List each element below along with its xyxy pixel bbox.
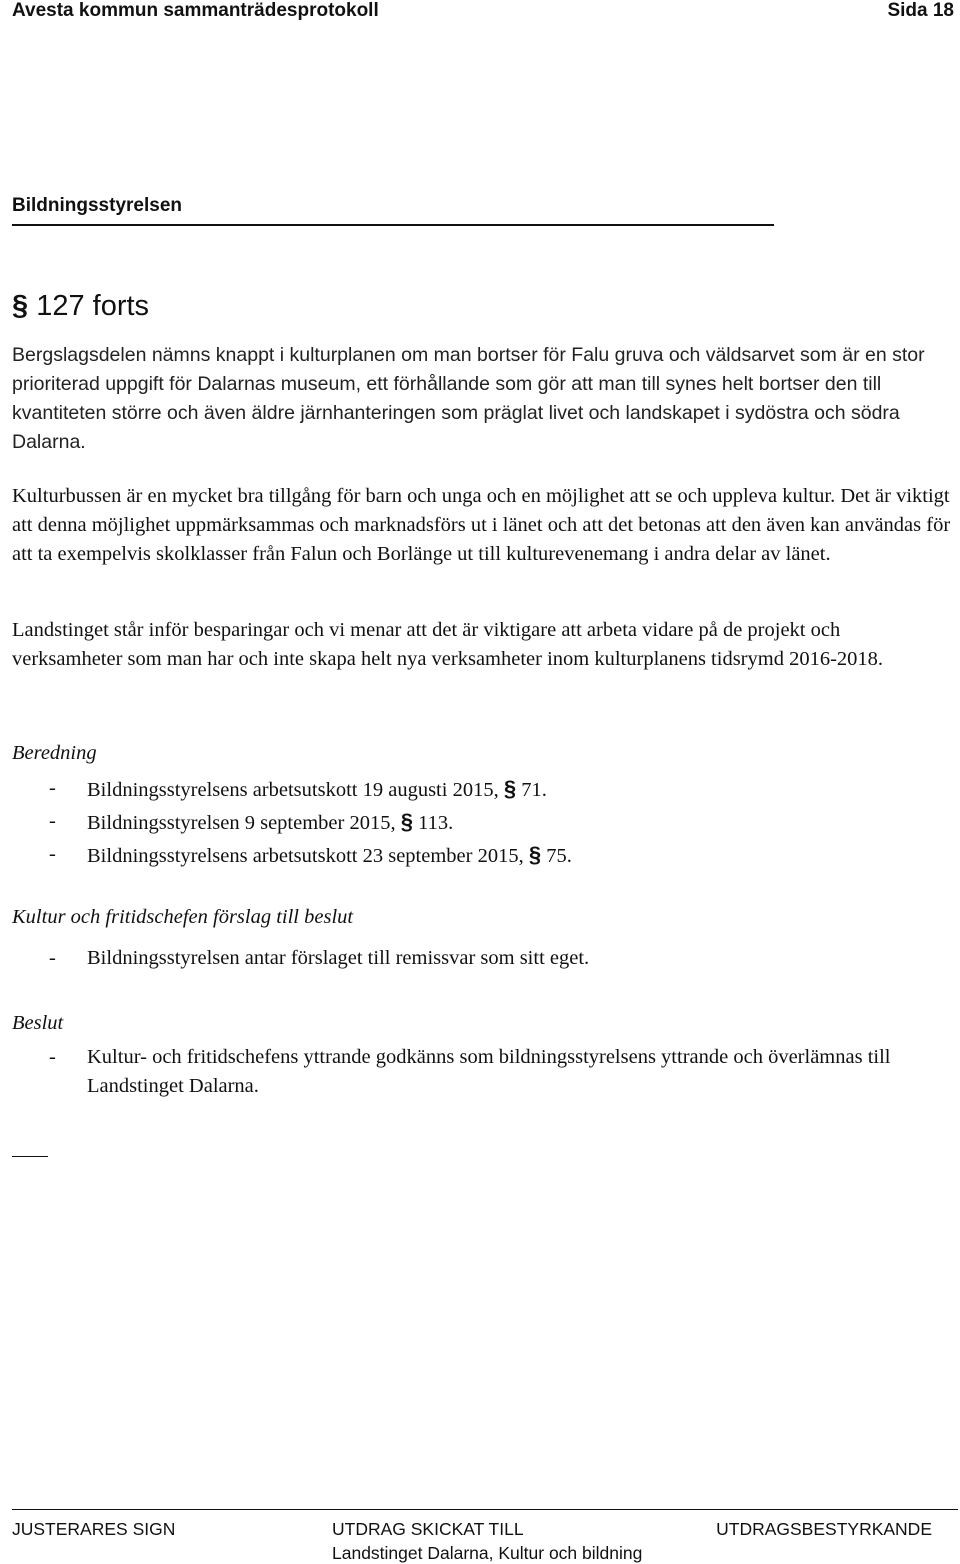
list-dash: - <box>49 777 56 799</box>
list-item-text: Bildningsstyrelsen antar förslaget till remissvar som sitt eget. <box>87 947 590 969</box>
list-item-text: Bildningsstyrelsens arbetsutskott 19 augusti 2015, <box>87 779 504 801</box>
beredning-heading: Beredning <box>12 742 97 764</box>
beredning-item-1 <box>12 774 947 805</box>
list-dash: - <box>49 810 56 832</box>
footer-rule <box>12 1509 958 1510</box>
document-title: Avesta kommun sammanträdesprotokoll <box>12 0 379 21</box>
footer-utdrag-recipient: Landstinget Dalarna, Kultur och bildning <box>332 1543 643 1563</box>
paragraph-symbol: § <box>528 842 542 867</box>
beslut-heading: Beslut <box>12 1012 64 1034</box>
body-paragraph-3: Landstinget står inför besparingar och vi menar att det är viktigare att arbeta vidare på de projekt och verksamheter som man har och inte skapa helt nya verksamheter inom kulturplanens tidsrymd 2016-2018. <box>12 619 884 670</box>
beredning-item-2 <box>12 807 947 838</box>
paragraph-ref: 113. <box>412 812 454 834</box>
forslag-item-1 <box>12 944 947 973</box>
paragraph-symbol: § <box>503 776 517 801</box>
paragraph-ref: 71. <box>516 779 547 801</box>
page-number: Sida 18 <box>887 0 954 21</box>
list-dash: - <box>49 947 56 969</box>
footer-utdrag-skickat-till: UTDRAG SKICKAT TILL <box>332 1519 524 1539</box>
list-item-text: Kultur- och fritidschefens yttrande godkänns som bildningsstyrelsens yttrande och överlämnas till Landstinget Dalarna. <box>87 1046 891 1097</box>
forslag-heading: Kultur och fritidschefen förslag till beslut <box>12 906 354 928</box>
paragraph-heading <box>12 290 149 323</box>
beslut-item-1 <box>12 1043 947 1101</box>
end-rule <box>12 1156 48 1157</box>
body-paragraph-1: Bergslagsdelen nämns knappt i kulturplanen om man bortser för Falu gruva och väldsarvet som är en stor prioriterad uppgift för Dalarnas museum, ett förhållande som gör att man till synes helt bortser den till kvantiteten större och även äldre järnhanteringen som präglat livet och landskapet i sydöstra och södra Dalarna. <box>12 344 925 453</box>
list-dash: - <box>49 1046 56 1068</box>
paragraph-symbol: § <box>400 809 413 834</box>
list-dash: - <box>49 843 56 865</box>
paragraph-ref: 75. <box>541 845 572 867</box>
footer-utdragsbestyrkande: UTDRAGSBESTYRKANDE <box>716 1519 932 1539</box>
body-paragraph-2: Kulturbussen är en mycket bra tillgång för barn och unga och en möjlighet att se och uppleva kultur. Det är viktigt att denna möjlighet uppmärksammas och marknadsförs ut i länet och att det betonas att den även kan användas för att ta exempelvis skolklasser från Falun och Borlänge ut till kulturevenemang i andra delar av länet. <box>12 485 951 565</box>
paragraph-symbol: § <box>12 290 29 322</box>
page-header <box>12 0 954 24</box>
footer-justerares-sign: JUSTERARES SIGN <box>12 1519 176 1539</box>
list-item-text: Bildningsstyrelsens arbetsutskott 23 september 2015, <box>87 845 529 867</box>
committee-name: Bildningsstyrelsen <box>12 195 774 226</box>
list-item-text: Bildningsstyrelsen 9 september 2015, <box>87 812 401 834</box>
beredning-item-3 <box>12 840 947 871</box>
paragraph-heading-text: 127 forts <box>28 290 150 322</box>
